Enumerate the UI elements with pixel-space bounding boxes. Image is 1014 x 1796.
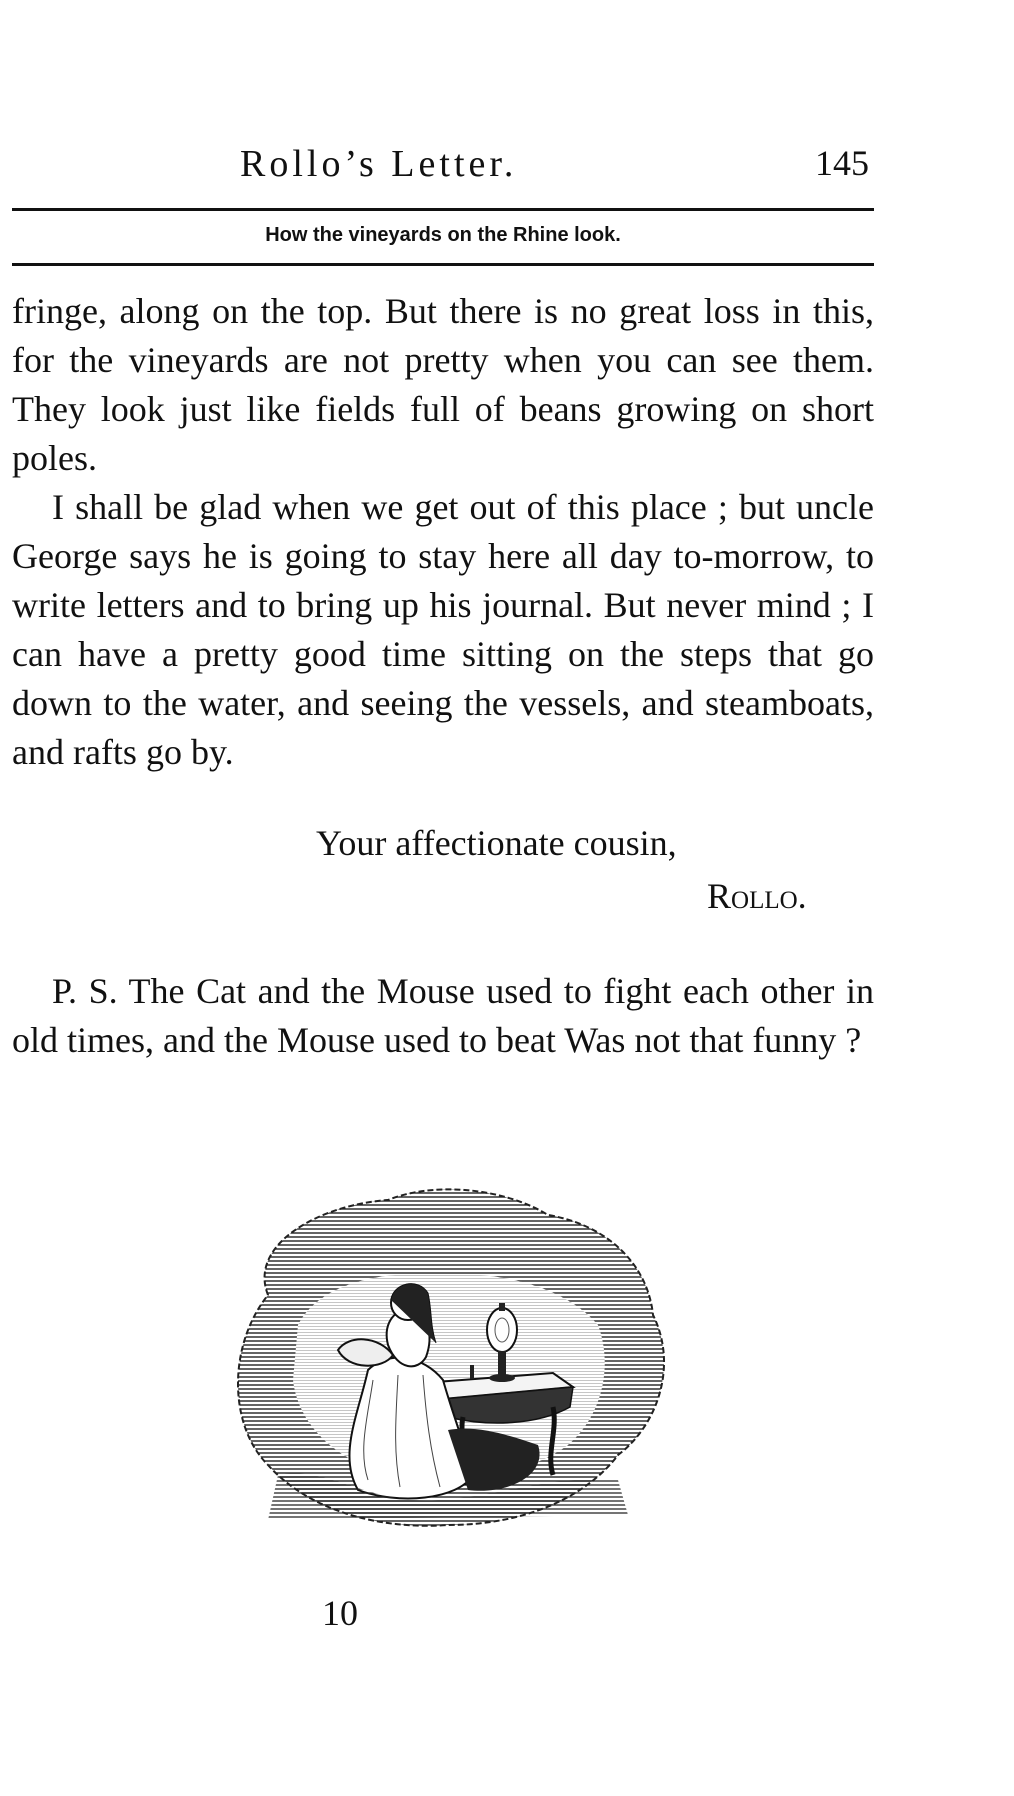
postscript: P. S. The Cat and the Mouse used to fight each other in old times, and the Mouse used to beat Was not that funny ? (12, 971, 874, 1060)
body-paragraph-1: fringe, along on the top. But there is no great loss in this, for the vineyards are not pretty when you can see them. They look just like fields full of beans growing on short poles. (12, 291, 874, 478)
engraving-svg (208, 1175, 678, 1535)
engraving-illustration (208, 1175, 678, 1535)
page-number: 145 (815, 143, 869, 183)
running-subtitle: How the vineyards on the Rhine look. (265, 224, 621, 246)
letter-closing: Your affectionate cousin, (316, 823, 677, 863)
body-paragraph-2: I shall be glad when we get out of this place ; but uncle George says he is going to stay here all day to-morrow, to write letters and to bring up his journal. But never mind ; I can have a pretty good time sitting on the steps that go down to the water, and seeing the vessels, and steamboats, and rafts go by. (12, 487, 874, 772)
header-rule-bottom (12, 263, 874, 266)
running-title: Rollo’s Letter. (240, 143, 518, 185)
signature-mark: 10 (322, 1593, 358, 1633)
header-rule-top (12, 208, 874, 211)
letter-signature: Rollo. (707, 876, 807, 916)
